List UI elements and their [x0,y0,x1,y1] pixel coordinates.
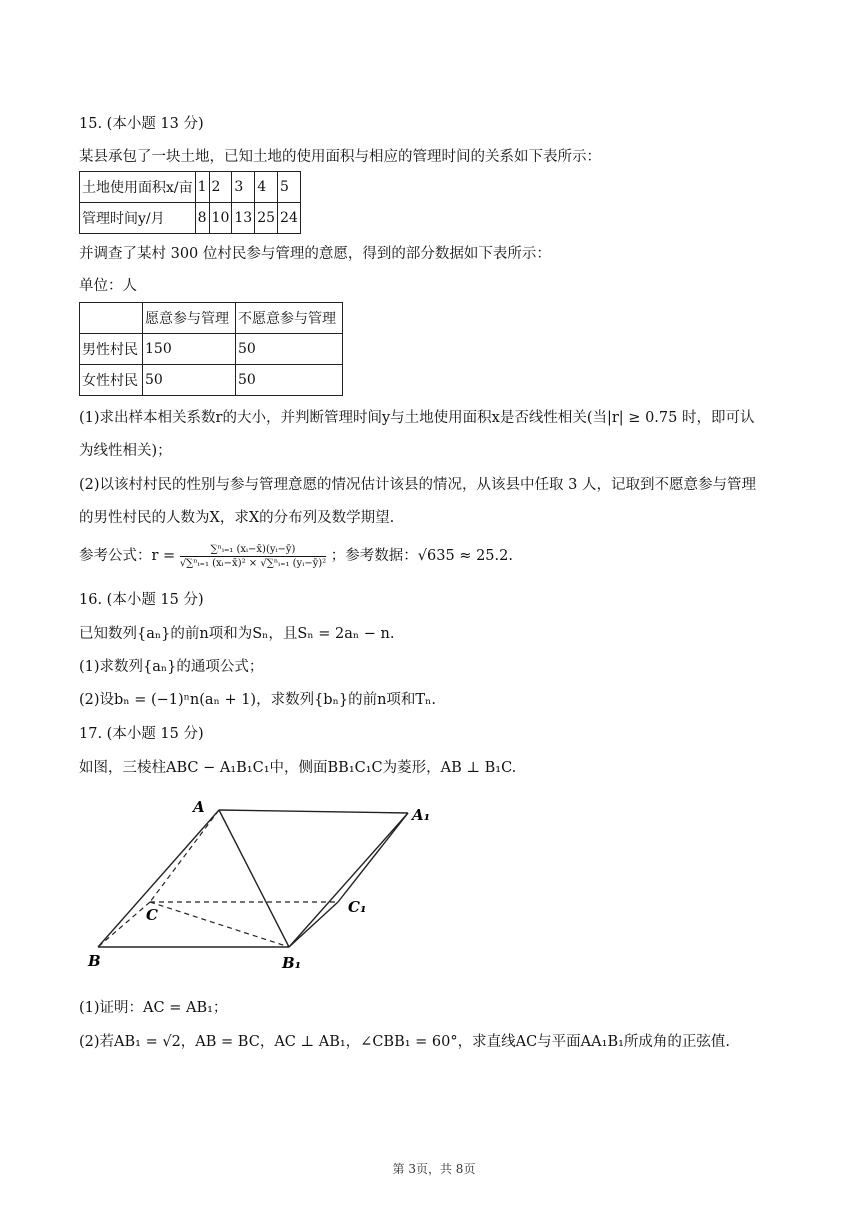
table-cell: 50 [236,334,343,365]
table-cell: 4 [255,172,278,203]
edge-AA1 [219,810,408,813]
q17-part2: (2)若AB₁ = √2，AB = BC，AC ⊥ AB₁，∠CBB₁ = 60°，求直线AC与平面AA₁B₁所成角的正弦值. [79,1034,731,1050]
vertex-label-B1: B₁ [282,954,302,972]
edge-B1C1 [289,902,338,947]
vertex-label-B: B [88,952,101,970]
table-cell: 女性村民 [80,365,143,396]
table-row-label: 管理时间y/月 [80,203,196,234]
table-cell: 25 [255,203,278,234]
edge-CB1-hidden [150,902,289,947]
q15-unit: 单位：人 [79,278,137,294]
table-cell: 3 [232,172,255,203]
table-cell: 150 [143,334,236,365]
q15-part1-line1: (1)求出样本相关系数r的大小，并判断管理时间y与土地使用面积x是否线性相关(当|r| ≥ 0.75 时，即可认 [79,410,755,426]
edge-CB-hidden [98,902,150,947]
page-footer: 第 3页，共 8页 [392,1162,476,1176]
edge-AB [98,810,219,947]
q17-part1: (1)证明：AC = AB₁； [79,1000,228,1016]
q15-part2-line2: 的男性村民的人数为X，求X的分布列及数学期望. [79,510,395,526]
q15-intro: 某县承包了一块土地，已知土地的使用面积与相应的管理时间的关系如下表所示： [79,149,601,165]
vertex-label-C1: C₁ [348,898,367,916]
table-cell: 50 [236,365,343,396]
table-row-label: 土地使用面积x/亩 [80,172,196,203]
formula-label: 参考公式：r = [79,548,176,564]
table-header: 不愿意参与管理 [236,303,343,334]
edge-B1A1 [289,813,408,947]
edge-AC-hidden [150,810,219,902]
q15-part2-line1: (2)以该村村民的性别与参与管理意愿的情况估计该县的情况，从该县中任取 3 人，记取到不愿意参与管理 [79,477,756,493]
vertex-label-C: C [146,906,158,924]
formula-numerator: ∑ⁿᵢ₌₁ (xᵢ−x̄)(yᵢ−ȳ) [180,543,326,557]
q15-part1-line2: 为线性相关)； [79,443,172,459]
table-cell: 5 [278,172,301,203]
table-cell: 8 [195,203,209,234]
table-cell: 1 [195,172,209,203]
vertex-label-A: A [193,798,205,816]
edge-A1C1 [338,813,408,902]
table-cell: 10 [209,203,232,234]
table-cell: 2 [209,172,232,203]
vertex-label-A1: A₁ [412,806,431,824]
formula-denominator: √∑ⁿᵢ₌₁ (xᵢ−x̄)² × √∑ⁿᵢ₌₁ (yᵢ−ȳ)² [179,557,327,569]
q17-title: 17. (本小题 15 分) [79,726,204,742]
q16-title: 16. (本小题 15 分) [79,592,204,608]
q16-intro: 已知数列{aₙ}的前n项和为Sₙ，且Sₙ = 2aₙ − n. [79,626,395,642]
edge-AB1 [219,810,289,947]
q16-part1: (1)求数列{aₙ}的通项公式； [79,659,264,675]
q17-intro: 如图，三棱柱ABC − A₁B₁C₁中，侧面BB₁C₁C为菱形，AB ⊥ B₁C. [79,760,517,776]
table-header: 愿意参与管理 [143,303,236,334]
table-cell: 13 [232,203,255,234]
q15-title: 15. (本小题 13 分) [79,116,204,132]
reference-data: ；参考数据：√635 ≈ 25.2. [330,548,513,564]
q15-survey: 并调查了某村 300 位村民参与管理的意愿，得到的部分数据如下表所示： [79,246,551,262]
table-cell: 24 [278,203,301,234]
table-cell: 男性村民 [80,334,143,365]
table-cell: 50 [143,365,236,396]
q16-part2: (2)设bₙ = (−1)ⁿn(aₙ + 1)，求数列{bₙ}的前n项和Tₙ. [79,692,436,708]
